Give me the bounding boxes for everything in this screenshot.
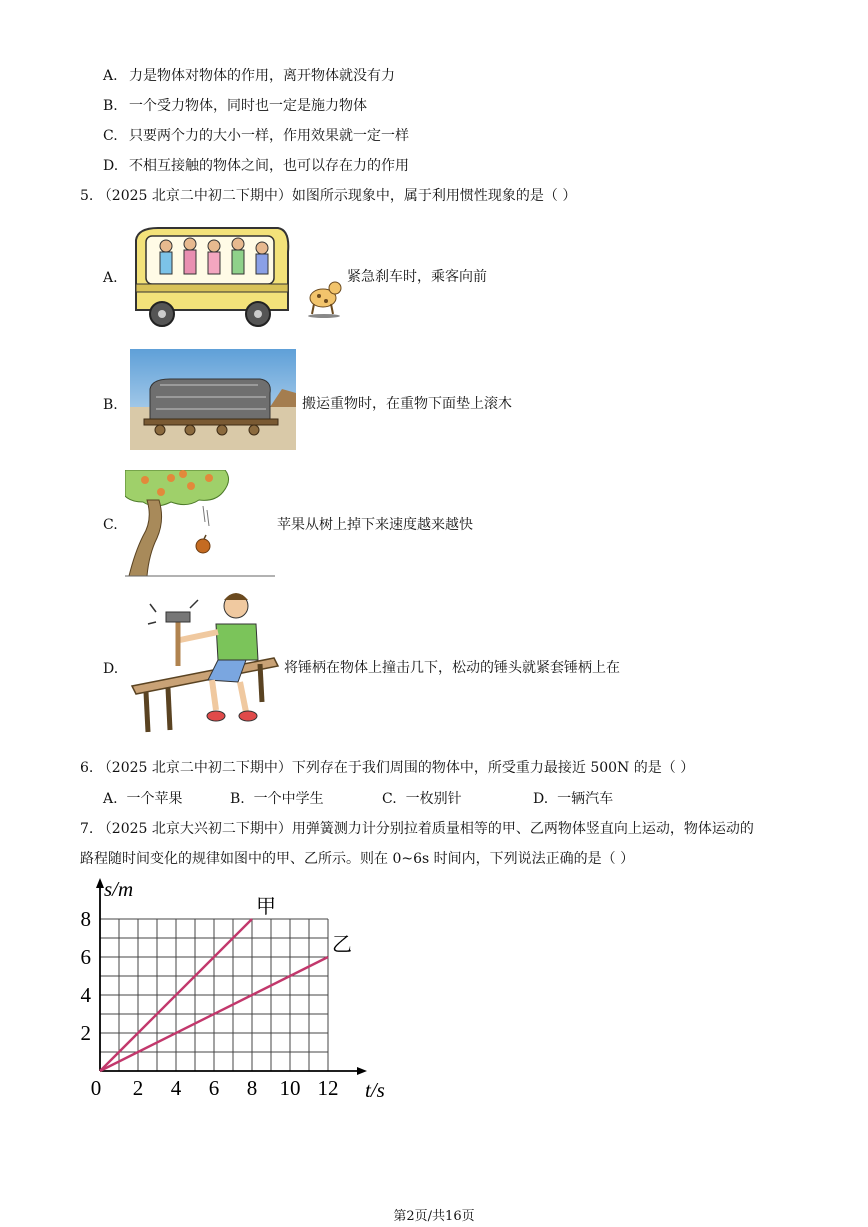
page-footer: 第2页/共16页 bbox=[393, 1209, 475, 1224]
s-t-graph bbox=[70, 875, 390, 1110]
x-tick-label: 4 bbox=[170, 1076, 182, 1100]
q6-stem: 6. （2025 北京二中初二下期中）下列存在于我们周围的物体中，所受重力最接近 500N 的是（ ） bbox=[80, 760, 695, 776]
q5-stem: 5. （2025 北京二中初二下期中）如图所示现象中，属于利用惯性现象的是（ ） bbox=[80, 188, 577, 204]
option-letter: A. bbox=[103, 791, 118, 807]
option-text: 不相互接触的物体之间，也可以存在力的作用 bbox=[129, 158, 409, 174]
q5-option-a-caption: 紧急刹车时，乘客向前 bbox=[347, 269, 487, 285]
q4-option-d bbox=[103, 156, 409, 176]
q5-option-d-letter: D. bbox=[103, 661, 119, 677]
y-tick-label: 8 bbox=[80, 907, 91, 931]
option-letter: C. bbox=[103, 128, 118, 144]
hammer-bench-illustration bbox=[128, 590, 280, 736]
y-tick-label: 4 bbox=[80, 983, 91, 1007]
q7-stem-line1: 7. （2025 北京大兴初二下期中）用弹簧测力计分别拉着质量相等的甲、乙两物体竖直向上运动，物体运动的 bbox=[80, 821, 754, 837]
x-tick-label: 2 bbox=[132, 1076, 144, 1100]
q5-option-a-letter: A. bbox=[103, 270, 118, 286]
heavy-load-rollers-photo bbox=[130, 349, 296, 450]
q4-option-a bbox=[103, 66, 395, 86]
q6-option-b bbox=[230, 789, 324, 809]
option-text: 一个受力物体，同时也一定是施力物体 bbox=[129, 98, 367, 114]
q5-option-d-caption: 将锤柄在物体上撞击几下，松动的锤头就紧套锤柄上在 bbox=[284, 660, 620, 676]
q5-option-b-caption: 搬运重物时，在重物下面垫上滚木 bbox=[302, 396, 512, 412]
option-text: 只要两个力的大小一样，作用效果就一定一样 bbox=[129, 128, 409, 144]
series-label: 乙 bbox=[332, 934, 352, 956]
y-tick-label: 6 bbox=[80, 945, 91, 969]
option-letter: D. bbox=[103, 158, 119, 174]
option-letter: B. bbox=[230, 791, 245, 807]
q5-option-c-caption: 苹果从树上掉下来速度越来越快 bbox=[277, 517, 473, 533]
y-tick-label: 2 bbox=[80, 1021, 91, 1045]
y-axis-arrow bbox=[96, 878, 104, 888]
option-letter: C. bbox=[382, 791, 397, 807]
option-letter: A. bbox=[103, 68, 118, 84]
q4-option-c bbox=[103, 126, 409, 146]
q6-option-d bbox=[533, 789, 613, 809]
q6-option-c bbox=[382, 789, 462, 809]
q4-option-b bbox=[103, 96, 367, 116]
series-label: 甲 bbox=[256, 896, 276, 918]
option-text: 一辆汽车 bbox=[557, 791, 614, 807]
option-text: 一个中学生 bbox=[253, 791, 324, 807]
q6-option-a bbox=[103, 789, 182, 809]
option-text: 力是物体对物体的作用，离开物体就没有力 bbox=[129, 68, 395, 84]
option-letter: D. bbox=[533, 791, 549, 807]
option-letter: B. bbox=[103, 98, 118, 114]
q5-option-c-letter: C. bbox=[103, 517, 118, 533]
bus-braking-illustration bbox=[128, 222, 343, 330]
q7-stem-line2: 路程随时间变化的规律如图中的甲、乙所示。则在 0~6s 时间内，下列说法正确的是（ ） bbox=[80, 851, 635, 867]
x-tick-label: 6 bbox=[208, 1076, 220, 1100]
falling-apple-tree-illustration bbox=[125, 470, 275, 577]
y-axis-label: s/m bbox=[104, 877, 134, 901]
x-tick-label: 0 bbox=[90, 1076, 102, 1100]
x-tick-label: 10 bbox=[279, 1076, 301, 1100]
x-axis-arrow bbox=[357, 1067, 367, 1075]
x-axis-label: t/s bbox=[365, 1078, 385, 1102]
option-text: 一枚别针 bbox=[405, 791, 462, 807]
x-tick-label: 12 bbox=[317, 1076, 339, 1100]
x-tick-label: 8 bbox=[246, 1076, 258, 1100]
option-text: 一个苹果 bbox=[126, 791, 183, 807]
q5-option-b-letter: B. bbox=[103, 397, 118, 413]
